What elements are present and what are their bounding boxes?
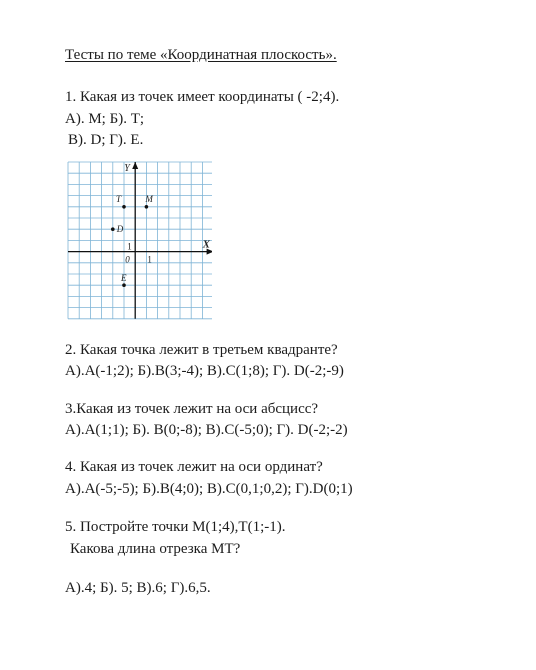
question-4-answers: А).А(-5;-5); Б).В(4;0); В).С(0,1;0,2); Г).D(0;1): [65, 481, 353, 497]
y-axis-label: Y: [124, 163, 130, 174]
point-m: [145, 205, 149, 209]
question-5-subtext: Какова длина отрезка МТ?: [70, 541, 241, 557]
question-5-answers: А).4; Б). 5; В).6; Г).6,5.: [65, 580, 211, 596]
question-2-answers: А).А(-1;2); Б).В(3;-4); В).С(1;8); Г). D(-2;-9): [65, 363, 344, 379]
origin-label: 0: [125, 254, 130, 265]
question-5-text: 5. Постройте точки М(1;4),Т(1;-1).: [65, 519, 286, 535]
question-3-answers: А).А(1;1); Б). В(0;-8); В).С(-5;0); Г). D(-2;-2): [65, 422, 348, 438]
coordinate-grid-svg: [66, 160, 212, 320]
question-1-answers-line-2: В). D; Г). Е.: [68, 132, 144, 148]
y-axis-arrow: [132, 162, 138, 169]
question-4-text: 4. Какая из точек лежит на оси ординат?: [65, 459, 323, 475]
point-label-d: D: [116, 224, 124, 235]
coordinate-grid-figure: [66, 160, 212, 320]
unit-y-label: 1: [127, 241, 132, 252]
point-e: [122, 283, 126, 287]
point-label-t: T: [116, 193, 122, 204]
unit-x-label: 1: [147, 254, 152, 265]
question-3-text: 3.Какая из точек лежит на оси абсцисс?: [65, 401, 319, 417]
point-t: [122, 205, 126, 209]
question-2-text: 2. Какая точка лежит в третьем квадранте?: [65, 342, 338, 358]
question-1-answers-line-1: А). М; Б). Т;: [65, 111, 145, 127]
point-label-m: M: [145, 193, 153, 204]
page-title: Тесты по теме «Координатная плоскость».: [65, 47, 337, 63]
x-axis-label: X: [202, 238, 210, 251]
point-label-e: E: [121, 273, 127, 284]
point-d: [111, 227, 115, 231]
question-1-text: 1. Какая из точек имеет координаты ( -2;4).: [65, 89, 340, 105]
